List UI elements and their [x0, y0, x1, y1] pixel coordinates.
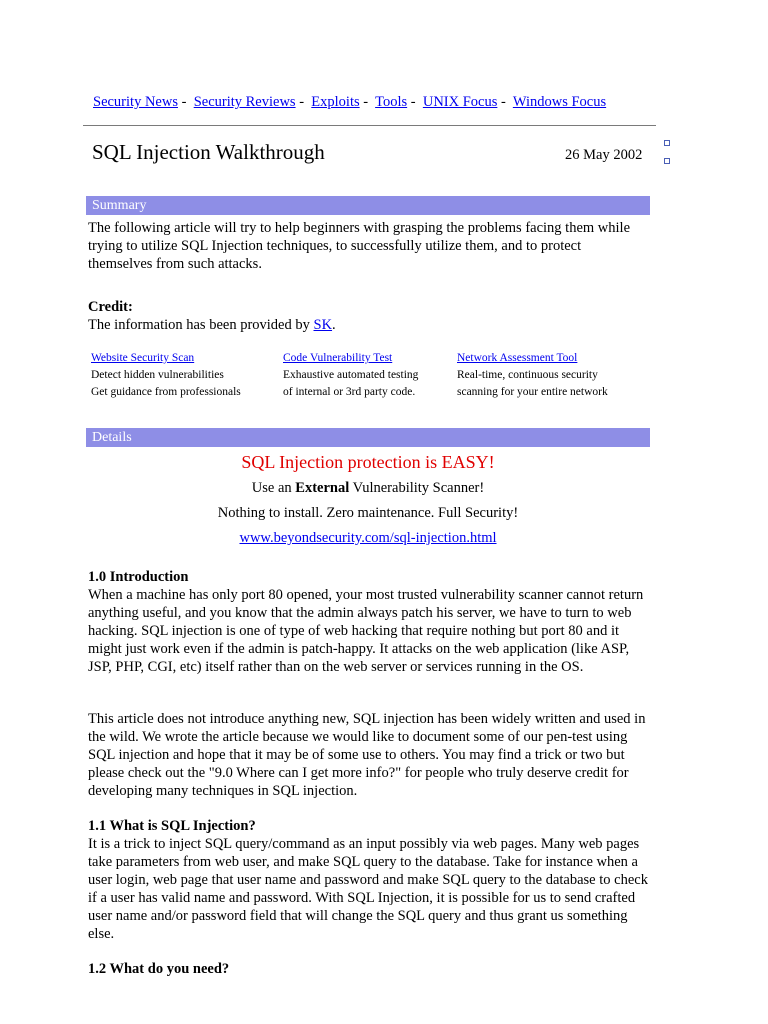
- nav-security-reviews[interactable]: Security Reviews: [193, 94, 296, 110]
- header-divider: [83, 125, 656, 126]
- nav-separator: -: [363, 94, 369, 110]
- summary-paragraph: The following article will try to help beginners with grasping the problems facing them while trying to utilize SQL Injection techniques, to successfully utilize them, and to protect themselves from such attacks.: [88, 220, 631, 272]
- nav-unix-focus[interactable]: UNIX Focus: [422, 94, 498, 110]
- what-paragraph: It is a trick to inject SQL query/command as an input possibly via web pages. Many web pages take parameters from web user, and make SQL query to the database. Take for instance when a user login, web page that user name and password and make SQL query to the database to check if a user has valid name and password. With SQL Injection, it is possible for us to send crafted user name and/or password field that will change the SQL query and thus grant us something else.: [88, 836, 648, 942]
- details-bar: Details: [86, 428, 650, 447]
- promo-link[interactable]: www.beyondsecurity.com/sql-injection.html: [239, 530, 497, 546]
- nav-separator: -: [410, 94, 416, 110]
- nav-security-news[interactable]: Security News: [93, 94, 178, 110]
- intro-section-2: [88, 710, 648, 800]
- credit-text: The information has been provided by: [88, 317, 314, 333]
- small-square-icon: [664, 158, 670, 164]
- ad-line: scanning for your entire network: [457, 386, 608, 398]
- intro-paragraph-1: When a machine has only port 80 opened, your most trusted vulnerability scanner cannot return anything useful, and you know that the admin always patch his server, we have to turn to web hacking. SQL injection is one of type of web hacking that require nothing but port 80 and it might just work even if the admin is patch-happy. It attacks on the web application (like ASP, JSP, PHP, CGI, etc) itself rather than on the web server or services running in the OS.: [88, 587, 644, 675]
- small-square-icon: [664, 140, 670, 146]
- promo-line-2: Nothing to install. Zero maintenance. Full Security!: [217, 505, 519, 521]
- publish-date: 26 May 2002: [565, 147, 643, 163]
- ad-line: Real-time, continuous security: [457, 369, 598, 381]
- summary-text: [88, 219, 648, 273]
- credit-text-end: .: [332, 317, 336, 333]
- nav-separator: -: [299, 94, 305, 110]
- ad-link-code-vulnerability-test[interactable]: Code Vulnerability Test: [283, 352, 393, 364]
- page-title: SQL Injection Walkthrough: [92, 140, 325, 164]
- ad-block: [457, 350, 608, 401]
- ad-line: Exhaustive automated testing: [283, 369, 419, 381]
- need-heading: 1.2 What do you need?: [88, 961, 230, 977]
- what-section: [88, 817, 648, 943]
- nav-separator: -: [181, 94, 187, 110]
- promo-headline: SQL Injection protection is EASY!: [241, 452, 495, 472]
- promo-link-line: [86, 530, 650, 547]
- promo-bold: External: [295, 480, 350, 496]
- intro-paragraph-2: This article does not introduce anything new, SQL injection has been widely written and used in the wild. We wrote the article because we would like to document some of our pen-test using SQL injection and hope that it may be of some use to others. You may find a trick or two but please check out the "9.0 Where can I get more info?" for people who truly deserve credit for developing many techniques in SQL injection.: [88, 711, 646, 799]
- top-navigation: [93, 94, 653, 111]
- ad-block: [91, 350, 241, 401]
- promo-text: Use an: [251, 480, 296, 496]
- ad-link-network-assessment-tool[interactable]: Network Assessment Tool: [457, 352, 578, 364]
- ad-block: [283, 350, 418, 401]
- promo-text: Vulnerability Scanner!: [349, 480, 485, 496]
- need-section: [88, 960, 648, 978]
- nav-tools[interactable]: Tools: [375, 94, 408, 110]
- intro-heading: 1.0 Introduction: [88, 569, 189, 585]
- ad-line: Get guidance from professionals: [91, 386, 241, 398]
- promo-line-1: [86, 480, 650, 497]
- nav-windows-focus[interactable]: Windows Focus: [512, 94, 607, 110]
- intro-section: [88, 568, 648, 676]
- ad-link-website-security-scan[interactable]: Website Security Scan: [91, 352, 195, 364]
- nav-exploits[interactable]: Exploits: [311, 94, 360, 110]
- what-heading: 1.1 What is SQL Injection?: [88, 818, 256, 834]
- credit-section: [88, 298, 648, 334]
- credit-paragraph: [88, 316, 648, 334]
- ad-line: of internal or 3rd party code.: [283, 386, 416, 398]
- nav-separator: -: [501, 94, 506, 110]
- ad-line: Detect hidden vulnerabilities: [91, 369, 224, 381]
- summary-bar: Summary: [86, 196, 650, 215]
- credit-heading: Credit:: [88, 299, 133, 315]
- credit-link[interactable]: SK: [313, 317, 333, 333]
